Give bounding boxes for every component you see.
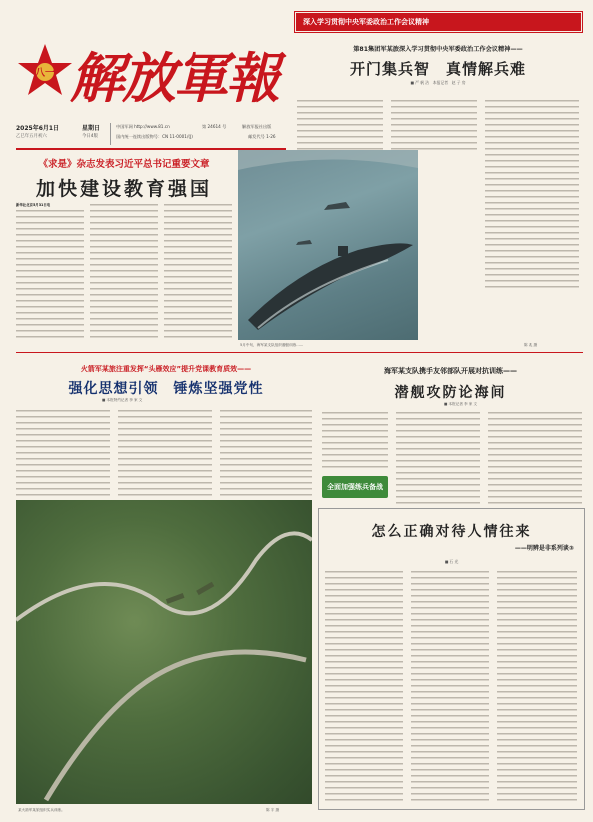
article-kicker: 第81集团军某旅深入学习贯彻中央军委政治工作会议精神—— [353, 46, 523, 53]
article-headline: 开门集兵智 真情解兵难 [349, 60, 526, 78]
article-body-col-2 [391, 98, 477, 152]
publisher: 解放军报社出版 [242, 124, 272, 129]
rocket-body-col-2 [118, 408, 212, 498]
rocket-headline: 强化思想引领 锤炼坚强党性 [68, 381, 264, 397]
article-byline: ■ 严 帆 洁 本报记者 赵 子 房 [410, 80, 466, 85]
commentary-subtitle: ——明辨是非系列谈③ [514, 545, 574, 552]
lead-headline: 加快建设教育强国 [35, 178, 212, 200]
commentary-author: ■ 石 光 [444, 559, 459, 564]
navy-body-col-2 [488, 410, 582, 504]
bottom-photo-credit: 陈 宇 摄 [266, 808, 280, 812]
rocket-force-article [16, 356, 316, 496]
lead-body-col-1 [16, 208, 84, 342]
lead-dateline: 新华社北京5月31日电 [16, 203, 51, 207]
navy-headline: 潜舰攻防论海间 [394, 385, 507, 401]
forest-road-illustration [16, 500, 312, 804]
lead-body-col-3 [164, 202, 232, 342]
rocket-body-col-1 [16, 408, 110, 498]
commentary-headline: 怎么正确对待人情往来 [371, 524, 532, 540]
serial-number: 第 24614 号 [202, 124, 227, 129]
paper-name: 解放軍報 [70, 46, 278, 110]
masthead-info [16, 123, 286, 147]
navy-kicker: 海军某支队携手友邻部队开展对抗训练—— [384, 367, 517, 375]
army-star-emblem-icon [16, 42, 74, 100]
issue-pages: 今日4版 [82, 134, 98, 139]
rocket-body-col-3 [220, 408, 312, 498]
banner-text: 深入学习贯彻中央军委政治工作会议精神 [303, 18, 429, 26]
main-photo-caption: 5月中旬，海军某支队组织潜艇训练…… [240, 343, 304, 347]
main-photo-credit: 陈 兆 摄 [524, 343, 538, 347]
bottom-photo-caption: 某火箭军某旅组织实兵训练。 [18, 808, 65, 812]
issue-weekday: 星期日 [82, 125, 101, 132]
commentary-box [318, 508, 585, 810]
lead-body-col-2 [90, 202, 158, 342]
lunar-date: 乙巳年五月初六 [16, 134, 47, 139]
website[interactable]: 中国军网 http://www.81.cn [116, 124, 170, 129]
postal-code: 邮发代号 1-26 [248, 134, 276, 139]
main-photo-sea [238, 150, 418, 340]
commentary-body-col-2 [411, 569, 489, 803]
issue-date: 2025年6月1日 [16, 125, 60, 132]
rocket-byline: ■ 本报特约记者 李 家 文 [102, 398, 143, 402]
commentary-body-col-1 [325, 569, 403, 803]
commentary-body-col-3 [497, 569, 577, 803]
article-body-col-3 [485, 98, 579, 290]
svg-text:八一: 八一 [35, 68, 55, 79]
navy-body-col-1 [396, 410, 480, 504]
bottom-photo-forest [16, 500, 312, 804]
lead-article [16, 150, 232, 340]
navy-byline: ■ 本报记者 李 家 文 [444, 402, 478, 406]
navy-body-col-0 [322, 410, 388, 470]
rocket-kicker: 火箭军某旅注重发挥“头雁效应”提升党课教育质效—— [80, 365, 252, 373]
inset-banner-label: 全面加强练兵备战 [327, 483, 383, 491]
lead-kicker: 《求是》杂志发表习近平总书记重要文章 [38, 159, 210, 170]
inset-banner [322, 476, 388, 498]
submarine-illustration [238, 150, 418, 340]
topic-banner [296, 13, 581, 31]
cn-number: 国内统一连续出版物号：CN 11-0001/(J) [116, 134, 193, 139]
